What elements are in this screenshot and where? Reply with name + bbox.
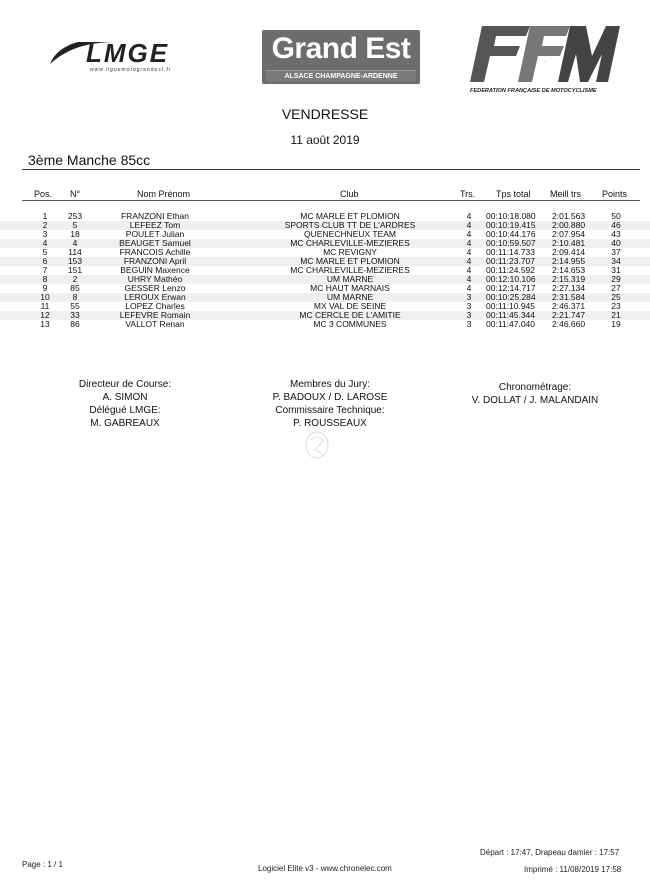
event-location: VENDRESSE — [281, 106, 369, 122]
result-number: 5 — [72, 220, 78, 230]
result-rider-name: LEFEVRE Romain — [119, 310, 191, 320]
result-points: 25 — [611, 292, 621, 302]
result-club: QUENECHNEUX TEAM — [304, 229, 396, 239]
lmge-logo-text: LMGE — [86, 38, 170, 68]
result-points: 37 — [611, 247, 621, 257]
result-best-lap: 2:07.954 — [552, 229, 586, 239]
result-pos: 7 — [42, 265, 48, 275]
result-pos: 9 — [42, 283, 48, 293]
grandest-logo-text: Grand Est — [271, 32, 411, 65]
result-rider-name: FRANCOIS Achille — [119, 247, 191, 257]
technical-commissioner-name: P. ROUSSEAUX — [293, 418, 367, 429]
result-number: 153 — [67, 256, 83, 266]
grandest-logo-subtext: ALSACE CHAMPAGNE-ARDENNE LORRAINE — [266, 70, 416, 82]
result-pos: 13 — [40, 319, 50, 329]
result-pos: 12 — [40, 310, 50, 320]
result-pos: 11 — [40, 301, 50, 311]
ffm-caption: FEDERATION FRANÇAISE DE MOTOCYCLISME — [470, 88, 597, 94]
result-laps: 3 — [466, 292, 472, 302]
result-best-lap: 2:15.319 — [552, 274, 586, 284]
result-points: 50 — [611, 211, 621, 221]
lmge-logo — [48, 38, 218, 80]
result-total-time: 00:12:14.717 — [486, 283, 536, 293]
result-club: MC 3 COMMUNES — [313, 319, 387, 329]
result-best-lap: 2:09.414 — [552, 247, 586, 257]
result-club: MC CHARLEVILLE-MEZIERES — [290, 265, 410, 275]
result-points: 19 — [611, 319, 621, 329]
result-club: MC CHARLEVILLE-MEZIERES — [290, 238, 410, 248]
result-laps: 4 — [466, 229, 472, 239]
result-total-time: 00:11:45.344 — [486, 310, 535, 320]
col-header-points: Points — [602, 189, 628, 199]
col-header-name: Nom Prénom — [137, 189, 191, 199]
result-rider-name: UHRY Mathéo — [127, 274, 183, 284]
title-divider — [22, 169, 640, 170]
result-points: 27 — [611, 283, 621, 293]
result-total-time: 00:10:18.080 — [486, 211, 536, 221]
result-best-lap: 2:14.653 — [552, 265, 586, 275]
col-header-total: Tps total — [496, 189, 531, 199]
result-pos: 6 — [42, 256, 48, 266]
result-rider-name: GESSER Lenzo — [124, 283, 186, 293]
result-total-time: 00:10:59.507 — [486, 238, 536, 248]
header-divider — [22, 200, 640, 201]
result-laps: 4 — [466, 265, 472, 275]
result-club: MC REVIGNY — [323, 247, 377, 257]
result-best-lap: 2:46.660 — [552, 319, 586, 329]
col-header-laps: Trs. — [460, 189, 476, 199]
result-total-time: 00:10:19.415 — [486, 220, 536, 230]
result-club: MX VAL DE SEINE — [313, 301, 387, 311]
result-total-time: 00:11:14.733 — [486, 247, 535, 257]
result-number: 4 — [72, 238, 78, 248]
result-points: 31 — [611, 265, 621, 275]
col-header-pos: Pos. — [34, 189, 53, 199]
software-credit: Logiciel Elite v3 - www.chronelec.com — [258, 864, 392, 873]
result-points: 46 — [611, 220, 621, 230]
result-number: 114 — [68, 247, 82, 257]
result-total-time: 00:11:10.945 — [486, 301, 535, 311]
result-laps: 4 — [466, 220, 472, 230]
result-best-lap: 2:01.563 — [552, 211, 586, 221]
col-header-club: Club — [340, 189, 359, 199]
result-number: 151 — [67, 265, 83, 275]
timing-label: Chronométrage: — [498, 382, 572, 393]
ffm-logo-text: FFM — [543, 62, 547, 63]
result-laps: 4 — [466, 211, 472, 221]
result-points: 40 — [611, 238, 621, 248]
lmge-swoosh-icon — [48, 38, 218, 68]
result-best-lap: 2:21.747 — [552, 310, 586, 320]
result-rider-name: LEROUX Erwan — [124, 292, 186, 302]
result-rider-name: FRANZONI Ethan — [120, 211, 190, 221]
ffm-emblem-icon — [470, 22, 620, 84]
result-total-time: 00:11:24.592 — [486, 265, 535, 275]
jury-names: P. BADOUX / D. LAROSE — [272, 392, 388, 403]
result-number: 18 — [70, 229, 80, 239]
result-pos: 2 — [42, 220, 48, 230]
signature-stamp-icon — [302, 430, 332, 460]
grandest-logo — [262, 30, 420, 91]
result-pos: 4 — [42, 238, 48, 248]
result-laps: 4 — [466, 247, 472, 257]
result-laps: 4 — [466, 238, 472, 248]
jury-label: Membres du Jury: — [289, 379, 371, 390]
result-laps: 4 — [466, 256, 472, 266]
result-total-time: 00:11:47.040 — [486, 319, 535, 329]
result-laps: 3 — [466, 310, 472, 320]
result-points: 21 — [611, 310, 621, 320]
result-total-time: 00:10:25.284 — [486, 292, 536, 302]
result-points: 43 — [611, 229, 621, 239]
result-number: 8 — [72, 292, 78, 302]
col-header-num: N° — [70, 189, 81, 199]
result-pos: 3 — [42, 229, 48, 239]
officials-right — [440, 381, 630, 407]
result-number: 253 — [67, 211, 83, 221]
page-number: Page : 1 / 1 — [22, 860, 63, 869]
result-total-time: 00:11:23.707 — [486, 256, 535, 266]
result-best-lap: 2:46.371 — [552, 301, 586, 311]
result-pos: 8 — [42, 274, 48, 284]
race-director-name: A. SIMON — [102, 392, 148, 403]
result-best-lap: 2:00.880 — [552, 220, 586, 230]
event-date: 11 août 2019 — [290, 133, 360, 147]
result-number: 33 — [70, 310, 80, 320]
result-laps: 3 — [466, 301, 472, 311]
result-best-lap: 2:10.481 — [552, 238, 586, 248]
technical-commissioner-label: Commissaire Technique: — [275, 405, 385, 416]
lmge-delegate-name: M. GABREAUX — [90, 418, 160, 429]
col-header-best: Meill trs — [550, 189, 581, 199]
result-rider-name: BEGUIN Maxence — [120, 265, 190, 275]
result-club: MC MARLE ET PLOMION — [300, 256, 400, 266]
result-laps: 4 — [466, 283, 472, 293]
result-points: 34 — [611, 256, 621, 266]
result-best-lap: 2:27.134 — [552, 283, 586, 293]
lmge-url: www.liguemotograndest.fr — [90, 67, 172, 73]
result-rider-name: LEFEEZ Tom — [129, 220, 181, 230]
result-number: 55 — [70, 301, 80, 311]
result-laps: 3 — [466, 319, 472, 329]
result-best-lap: 2:14.955 — [552, 256, 586, 266]
result-club: MC HAUT MARNAIS — [310, 283, 390, 293]
result-club: SPORTS CLUB TT DE L'ARDRES — [284, 220, 416, 230]
result-club: MC CERCLE DE L'AMITIE — [299, 310, 401, 320]
printed-timestamp: Imprimé : 11/08/2019 17:58 — [524, 865, 622, 874]
result-pos: 5 — [42, 247, 48, 257]
result-rider-name: LOPEZ Charles — [125, 301, 185, 311]
result-best-lap: 2:31.584 — [552, 292, 586, 302]
table-row — [0, 320, 650, 329]
result-number: 2 — [72, 274, 78, 284]
timing-names: V. DOLLAT / J. MALANDAIN — [471, 395, 599, 406]
lmge-delegate-label: Délégué LMGE: — [89, 405, 161, 416]
race-director-label: Directeur de Course: — [78, 379, 172, 390]
result-rider-name: POULET Julian — [125, 229, 185, 239]
result-rider-name: VALLOT Renan — [125, 319, 185, 329]
result-total-time: 00:10:44.176 — [486, 229, 536, 239]
officials-center — [240, 378, 420, 430]
start-info: Départ : 17:47, Drapeau damier : 17:57 — [480, 848, 620, 857]
result-total-time: 00:12:10.106 — [486, 274, 536, 284]
officials-left — [40, 378, 210, 430]
result-number: 86 — [70, 319, 80, 329]
result-points: 29 — [611, 274, 621, 284]
result-number: 85 — [70, 283, 80, 293]
result-club: UM MARNE — [326, 292, 374, 302]
result-points: 23 — [611, 301, 621, 311]
result-rider-name: FRANZONI April — [123, 256, 187, 266]
result-pos: 1 — [42, 211, 48, 221]
result-club: MC MARLE ET PLOMION — [300, 211, 400, 221]
race-title: 3ème Manche 85cc — [28, 152, 151, 168]
result-laps: 4 — [466, 274, 472, 284]
result-club: UM MARNE — [326, 274, 374, 284]
result-rider-name: BEAUGET Samuel — [119, 238, 191, 248]
ffm-logo — [470, 22, 620, 92]
result-pos: 10 — [40, 292, 50, 302]
